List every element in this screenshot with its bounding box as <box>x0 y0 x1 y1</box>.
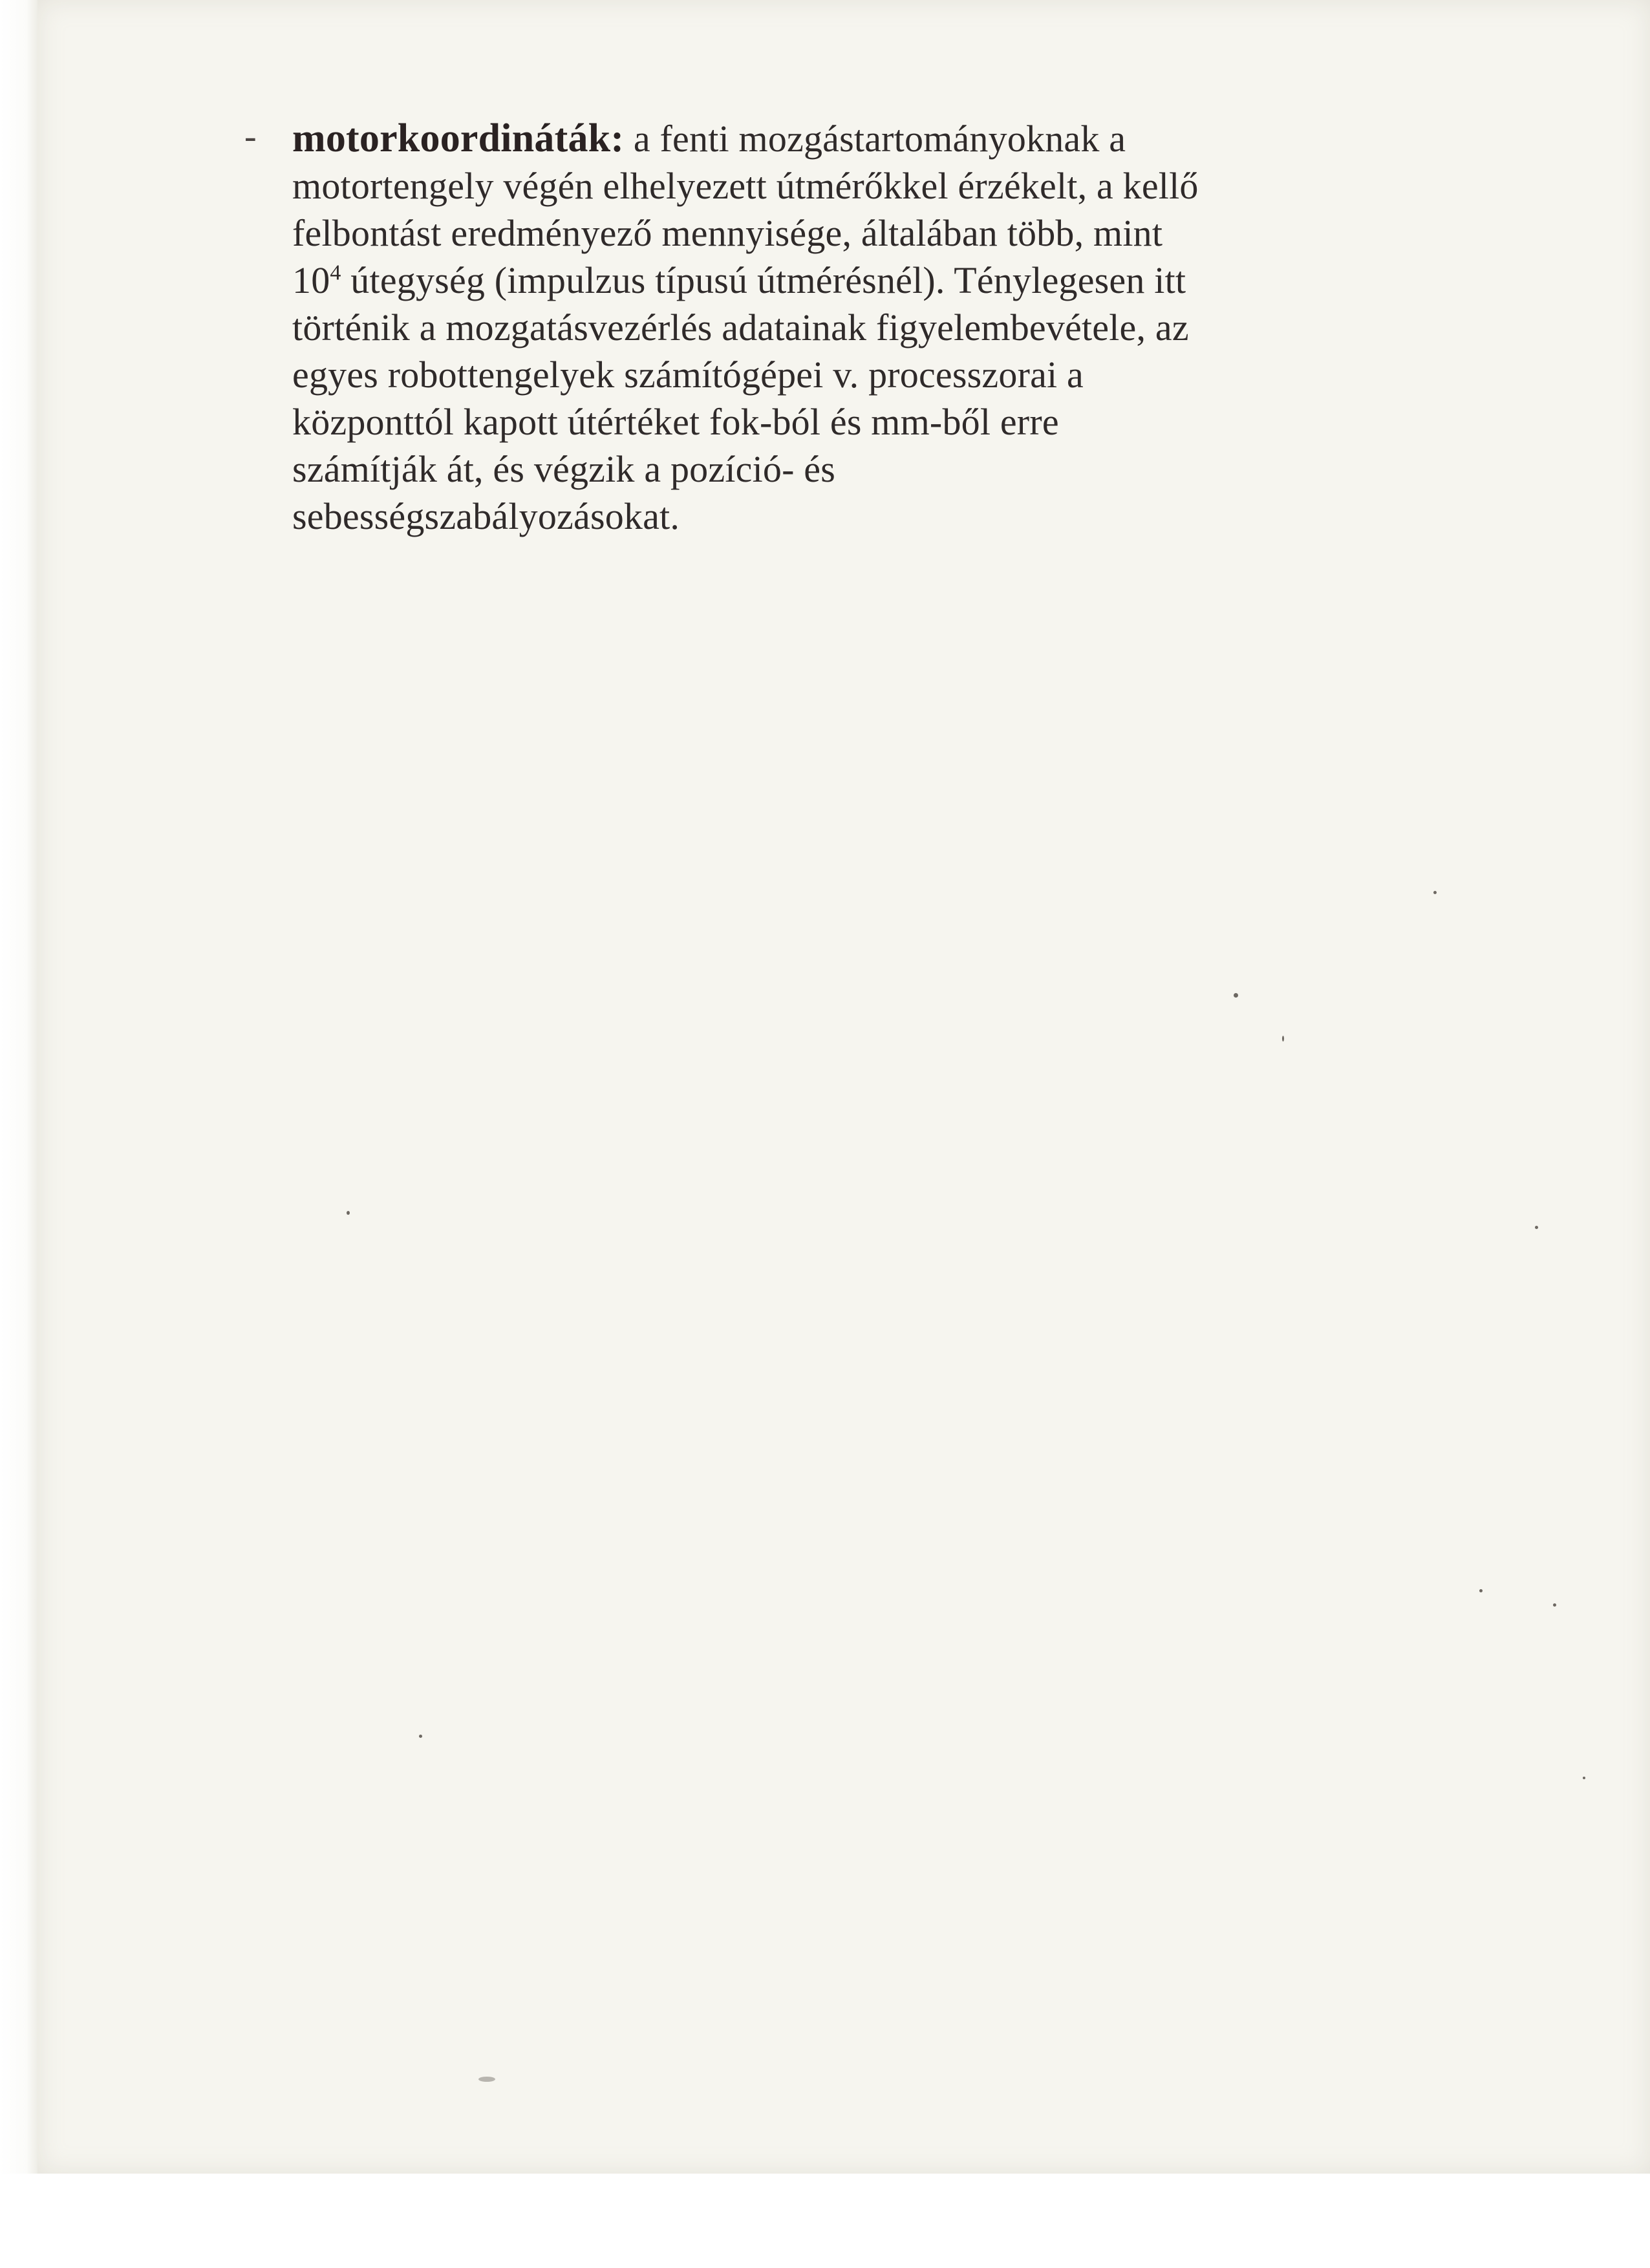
paragraph-line-3: felbontást eredményező mennyisége, általában több, mint <box>292 212 1163 254</box>
scan-speck <box>1553 1603 1556 1607</box>
scan-speck <box>1282 1036 1284 1042</box>
paragraph-line-7: központtól kapott útértéket fok-ból és mm-ből erre <box>292 401 1059 443</box>
paragraph-line-4 <box>292 257 1527 304</box>
power-base: 10 <box>292 259 330 301</box>
bullet-paragraph <box>292 115 1527 540</box>
scan-speck <box>1479 1589 1483 1592</box>
paragraph-line-1 <box>292 115 1527 162</box>
power-exponent: 4 <box>330 261 341 285</box>
line-text: útegység (impulzus típusú útmérésnél). Ténylegesen itt <box>341 259 1186 301</box>
bold-term: motorkoordináták: <box>292 116 625 160</box>
paragraph-line-5: történik a mozgatásvezérlés adatainak figyelembevétele, az <box>292 306 1189 348</box>
line-text: a fenti mozgástartományoknak a <box>624 118 1126 160</box>
scan-speck <box>419 1735 422 1738</box>
paragraph-line-9: sebességszabályozásokat. <box>292 495 680 537</box>
bullet-marker: - <box>244 116 257 156</box>
paragraph-line-6: egyes robottengelyek számítógépei v. processzorai a <box>292 354 1084 396</box>
paragraph-line-8: számítják át, és végzik a pozíció- és <box>292 448 836 490</box>
scan-speck <box>1535 1226 1538 1229</box>
page-left-margin <box>0 0 38 2174</box>
scan-speck <box>1433 891 1437 894</box>
paragraph-line-2: motortengely végén elhelyezett útmérőkkel érzékelt, a kellő <box>292 165 1199 207</box>
scan-speck <box>1234 993 1238 998</box>
scan-speck <box>1583 1777 1585 1779</box>
scan-speck <box>347 1211 350 1215</box>
scan-speck <box>478 2077 495 2082</box>
